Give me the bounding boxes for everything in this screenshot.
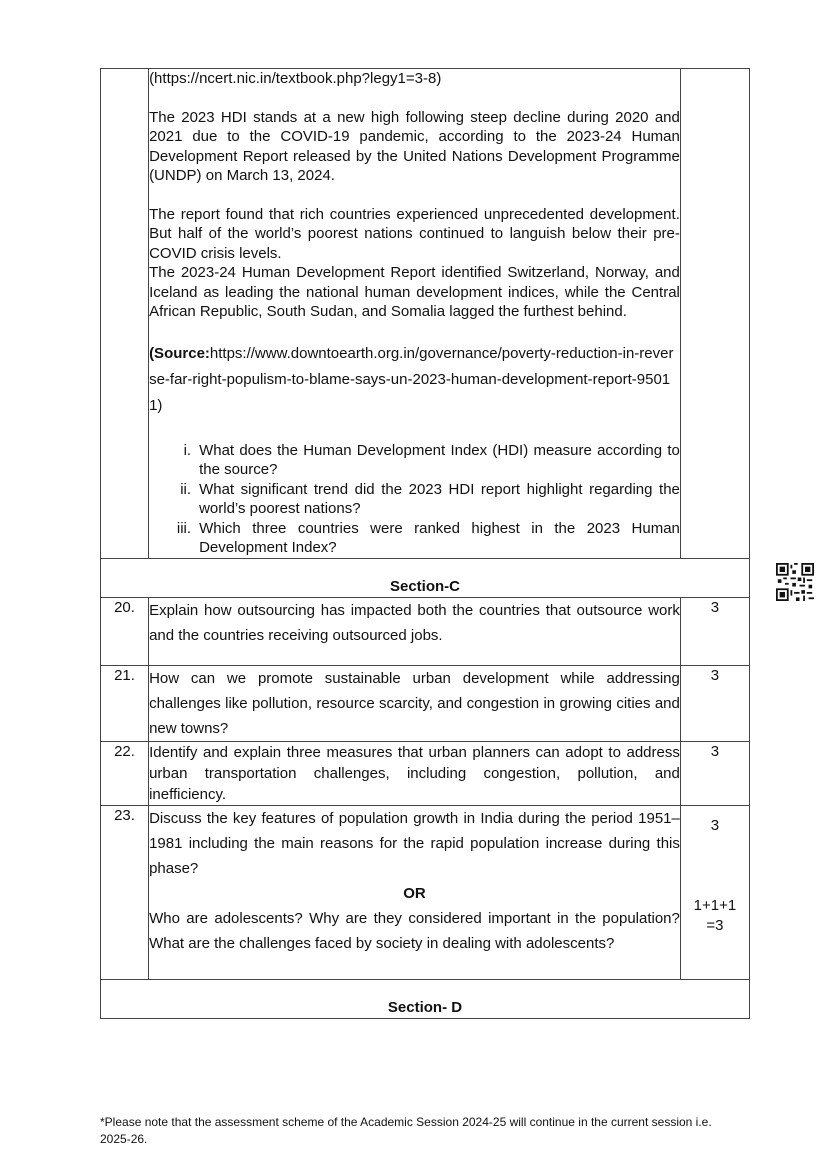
section-d-row [101, 979, 750, 1018]
qr-code-icon [776, 563, 814, 601]
question-number: 22. [101, 741, 149, 805]
question-marks: 3 [680, 665, 749, 741]
source-url: https://www.downtoearth.org.in/governance/poverty-reduction-in-reverse-far-right-populism-to-blame-says-un-2023-human-development-report-95011) [149, 344, 674, 414]
footer-note: *Please note that the assessment scheme of the Academic Session 2024-25 will continue in the current session i.e. 2025-26. [100, 1115, 712, 1146]
question-table [100, 68, 750, 1019]
passage-marks-cell [680, 69, 749, 559]
question-text: How can we promote sustainable urban development while addressing challenges like pollution, resource scarcity, and congestion in growing cities and new towns? [149, 665, 681, 741]
question-row-23 [101, 805, 750, 979]
sub-question-list [149, 441, 680, 558]
question-marks: 3 [680, 741, 749, 805]
question-text: Identify and explain three measures that urban planners can adopt to address urban transportation challenges, including congestion, pollution, and inefficiency. [149, 741, 681, 805]
section-c-heading: Section-C [101, 558, 750, 597]
alternative-marks-line-2: =3 [706, 917, 724, 934]
passage-source [149, 341, 680, 419]
passage-number-cell [101, 69, 149, 559]
sub-question-text: What significant trend did the 2023 HDI report highlight regarding the world’s poorest nations? [199, 480, 680, 517]
source-label: (Source: [149, 344, 210, 362]
passage-paragraph-3: The 2023-24 Human Development Report identified Switzerland, Norway, and Iceland as leading the national human development indices, while the Central African Republic, South Sudan, and Somalia lagged the furthest behind. [149, 264, 680, 320]
or-label: OR [403, 884, 426, 902]
passage-paragraph-2: The report found that rich countries experienced unprecedented development. But half of the world’s poorest nations continued to languish below their pre-COVID crisis levels. [149, 205, 680, 262]
sub-question-item [149, 441, 680, 480]
question-marks: 3 [680, 597, 749, 665]
question-number: 20. [101, 597, 149, 665]
sub-question-number: iii. [176, 519, 192, 537]
sub-question-item [149, 480, 680, 519]
question-text: Discuss the key features of population growth in India during the period 1951–1981 including the main reasons for the rapid population increase during this phase? [149, 809, 680, 877]
sub-question-text: Which three countries were ranked highest in the 2023 Human Development Index? [199, 519, 680, 556]
sub-question-number: ii. [180, 480, 192, 498]
passage-row [101, 69, 750, 559]
question-row-22 [101, 741, 750, 805]
question-number: 21. [101, 665, 149, 741]
alternative-marks-line-1: 1+1+1 [693, 897, 737, 914]
question-row-21 [101, 665, 750, 741]
passage-paragraph-1: The 2023 HDI stands at a new high following steep decline during 2020 and 2021 due to the COVID-19 pandemic, according to the 2023-24 Human Development Report released by the United Nations Development Programme (UNDP) on March 13, 2024. [149, 108, 680, 184]
question-text-cell [149, 805, 681, 979]
sub-question-number: i. [183, 441, 192, 459]
passage-cell [149, 69, 681, 559]
passage-link: (https://ncert.nic.in/textbook.php?legy1=3-8) [149, 70, 442, 87]
sub-question-item [149, 519, 680, 558]
question-text: Explain how outsourcing has impacted both the countries that outsource work and the countries receiving outsourced jobs. [149, 597, 681, 665]
section-c-row [101, 558, 750, 597]
alternative-question-text: Who are adolescents? Why are they considered important in the population? What are the challenges faced by society in dealing with adolescents? [149, 909, 680, 952]
section-d-heading: Section- D [101, 979, 750, 1018]
question-marks-cell [680, 805, 749, 979]
sub-question-text: What does the Human Development Index (HDI) measure according to the source? [199, 441, 680, 478]
question-row-20 [101, 597, 750, 665]
question-number: 23. [101, 805, 149, 979]
question-marks: 3 [710, 816, 720, 834]
